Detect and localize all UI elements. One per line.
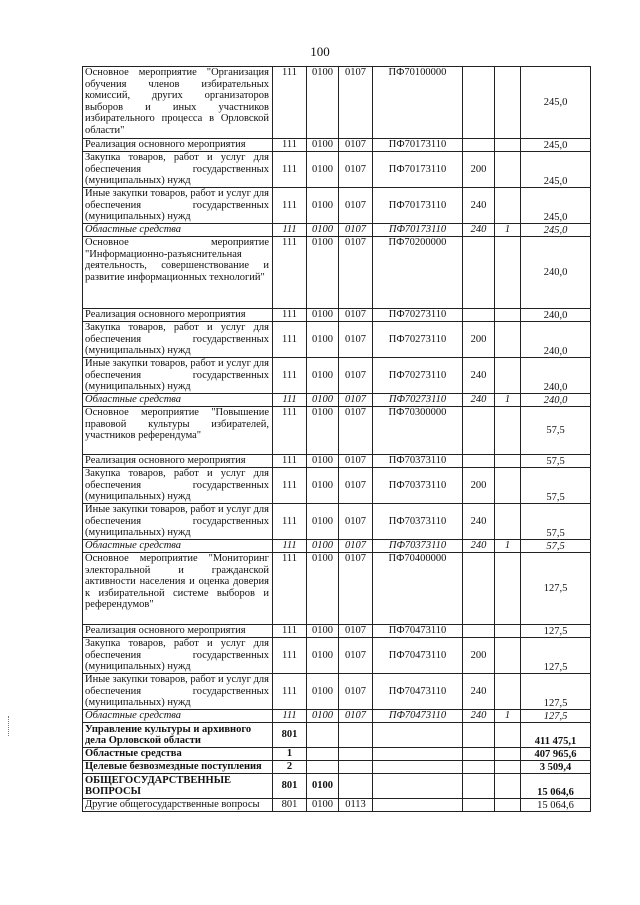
cell-amount: 57,5 (521, 504, 591, 540)
cell-target-article: ПФ70273110 (373, 358, 463, 394)
cell-source (495, 309, 521, 322)
cell-target-article (373, 761, 463, 774)
cell-source (495, 723, 521, 748)
cell-source (495, 188, 521, 224)
cell-section: 0100 (307, 540, 339, 553)
cell-subsection: 0107 (339, 139, 373, 152)
cell-expense-type (463, 761, 495, 774)
cell-source (495, 748, 521, 761)
cell-subsection: 0107 (339, 309, 373, 322)
cell-subsection: 0107 (339, 322, 373, 358)
cell-section: 0100 (307, 710, 339, 723)
cell-source (495, 407, 521, 455)
cell-target-article: ПФ70400000 (373, 553, 463, 625)
cell-expense-type (463, 67, 495, 139)
cell-admin-code: 111 (273, 237, 307, 309)
cell-target-article: ПФ70100000 (373, 67, 463, 139)
cell-source (495, 139, 521, 152)
cell-amount: 411 475,1 (521, 723, 591, 748)
cell-section: 0100 (307, 188, 339, 224)
cell-target-article (373, 799, 463, 812)
cell-subsection: 0107 (339, 455, 373, 468)
cell-subsection: 0107 (339, 237, 373, 309)
cell-subsection (339, 723, 373, 748)
cell-amount: 57,5 (521, 455, 591, 468)
cell-section: 0100 (307, 358, 339, 394)
cell-description: Основное мероприятие "Мониторинг электоральной и гражданской активности населения и оценка доверия к избирательной системе выборов и референдумов" (83, 553, 273, 625)
cell-description: Другие общегосударственные вопросы (83, 799, 273, 812)
cell-amount: 245,0 (521, 152, 591, 188)
cell-admin-code: 111 (273, 710, 307, 723)
cell-amount: 15 064,6 (521, 799, 591, 812)
cell-amount: 127,5 (521, 638, 591, 674)
table-row (83, 309, 591, 322)
cell-description: Закупка товаров, работ и услуг для обеспечения государственных (муниципальных) нужд (83, 152, 273, 188)
table-row (83, 455, 591, 468)
cell-amount: 127,5 (521, 553, 591, 625)
cell-source (495, 799, 521, 812)
cell-target-article: ПФ70173110 (373, 139, 463, 152)
cell-expense-type (463, 139, 495, 152)
cell-admin-code: 111 (273, 407, 307, 455)
cell-description: Областные средства (83, 710, 273, 723)
cell-section: 0100 (307, 139, 339, 152)
cell-target-article: ПФ70473110 (373, 625, 463, 638)
table-row (83, 723, 591, 748)
cell-admin-code: 111 (273, 358, 307, 394)
cell-amount: 240,0 (521, 237, 591, 309)
cell-section: 0100 (307, 504, 339, 540)
cell-description: Областные средства (83, 540, 273, 553)
cell-section: 0100 (307, 553, 339, 625)
cell-description: Закупка товаров, работ и услуг для обеспечения государственных (муниципальных) нужд (83, 322, 273, 358)
cell-expense-type (463, 407, 495, 455)
cell-expense-type: 200 (463, 638, 495, 674)
cell-description: Иные закупки товаров, работ и услуг для обеспечения государственных (муниципальных) нужд (83, 188, 273, 224)
cell-amount: 127,5 (521, 625, 591, 638)
table-row (83, 504, 591, 540)
table-row (83, 358, 591, 394)
cell-admin-code: 111 (273, 188, 307, 224)
cell-expense-type: 240 (463, 394, 495, 407)
cell-source: 1 (495, 710, 521, 723)
cell-expense-type: 240 (463, 224, 495, 237)
cell-source (495, 67, 521, 139)
table-row (83, 553, 591, 625)
cell-source (495, 152, 521, 188)
cell-admin-code: 111 (273, 553, 307, 625)
cell-source (495, 761, 521, 774)
cell-amount: 127,5 (521, 710, 591, 723)
cell-target-article: ПФ70473110 (373, 638, 463, 674)
table-row (83, 407, 591, 455)
cell-section: 0100 (307, 237, 339, 309)
cell-subsection: 0113 (339, 799, 373, 812)
cell-subsection: 0107 (339, 394, 373, 407)
cell-admin-code: 111 (273, 309, 307, 322)
cell-source (495, 674, 521, 710)
table-row (83, 394, 591, 407)
cell-description: Реализация основного мероприятия (83, 455, 273, 468)
cell-section (307, 761, 339, 774)
cell-target-article (373, 774, 463, 799)
cell-section: 0100 (307, 152, 339, 188)
cell-source (495, 553, 521, 625)
cell-source (495, 468, 521, 504)
cell-target-article: ПФ70273110 (373, 309, 463, 322)
cell-source (495, 625, 521, 638)
cell-admin-code: 111 (273, 504, 307, 540)
cell-expense-type: 200 (463, 152, 495, 188)
cell-subsection: 0107 (339, 67, 373, 139)
table-row (83, 188, 591, 224)
table-row (83, 139, 591, 152)
cell-description: Целевые безвозмездные поступления (83, 761, 273, 774)
cell-expense-type: 240 (463, 674, 495, 710)
table-row (83, 224, 591, 237)
table-row (83, 67, 591, 139)
cell-amount: 245,0 (521, 67, 591, 139)
cell-description: Закупка товаров, работ и услуг для обеспечения государственных (муниципальных) нужд (83, 468, 273, 504)
margin-mark (8, 716, 10, 736)
cell-target-article: ПФ70373110 (373, 540, 463, 553)
cell-source: 1 (495, 540, 521, 553)
cell-amount: 3 509,4 (521, 761, 591, 774)
cell-admin-code: 111 (273, 674, 307, 710)
cell-admin-code: 111 (273, 638, 307, 674)
cell-amount: 245,0 (521, 188, 591, 224)
cell-expense-type: 200 (463, 322, 495, 358)
cell-target-article: ПФ70173110 (373, 188, 463, 224)
cell-admin-code: 111 (273, 67, 307, 139)
table-row (83, 625, 591, 638)
cell-description: Реализация основного мероприятия (83, 309, 273, 322)
cell-description: ОБЩЕГОСУДАРСТВЕННЫЕ ВОПРОСЫ (83, 774, 273, 799)
cell-subsection: 0107 (339, 553, 373, 625)
cell-amount: 245,0 (521, 139, 591, 152)
cell-source (495, 322, 521, 358)
cell-admin-code: 111 (273, 322, 307, 358)
cell-description: Иные закупки товаров, работ и услуг для обеспечения государственных (муниципальных) нужд (83, 674, 273, 710)
table-row (83, 237, 591, 309)
cell-description: Реализация основного мероприятия (83, 625, 273, 638)
cell-source: 1 (495, 224, 521, 237)
cell-subsection: 0107 (339, 407, 373, 455)
budget-table (82, 66, 591, 812)
table-row (83, 774, 591, 799)
cell-admin-code: 111 (273, 224, 307, 237)
cell-admin-code: 801 (273, 774, 307, 799)
cell-admin-code: 801 (273, 723, 307, 748)
cell-section: 0100 (307, 224, 339, 237)
cell-source: 1 (495, 394, 521, 407)
cell-expense-type (463, 237, 495, 309)
table-row (83, 540, 591, 553)
cell-target-article: ПФ70373110 (373, 468, 463, 504)
table-row (83, 710, 591, 723)
cell-section (307, 723, 339, 748)
cell-description: Реализация основного мероприятия (83, 139, 273, 152)
cell-subsection (339, 761, 373, 774)
cell-source (495, 358, 521, 394)
cell-expense-type: 240 (463, 358, 495, 394)
cell-source (495, 455, 521, 468)
cell-section: 0100 (307, 468, 339, 504)
cell-description: Основное мероприятие "Организация обучения членов избирательных комиссий, других организаторов выборов и иных участников избирательного процесса в Орловской области" (83, 67, 273, 139)
cell-description: Управление культуры и архивного дела Орловской области (83, 723, 273, 748)
cell-subsection: 0107 (339, 152, 373, 188)
cell-amount: 127,5 (521, 674, 591, 710)
cell-section: 0100 (307, 674, 339, 710)
cell-expense-type: 240 (463, 504, 495, 540)
cell-expense-type: 200 (463, 468, 495, 504)
cell-description: Иные закупки товаров, работ и услуг для обеспечения государственных (муниципальных) нужд (83, 504, 273, 540)
cell-expense-type: 240 (463, 710, 495, 723)
cell-expense-type: 240 (463, 540, 495, 553)
cell-target-article: ПФ70373110 (373, 504, 463, 540)
cell-description: Закупка товаров, работ и услуг для обеспечения государственных (муниципальных) нужд (83, 638, 273, 674)
cell-subsection: 0107 (339, 468, 373, 504)
table-row (83, 799, 591, 812)
cell-admin-code: 111 (273, 394, 307, 407)
cell-admin-code: 111 (273, 540, 307, 553)
cell-source (495, 638, 521, 674)
cell-source (495, 237, 521, 309)
cell-subsection: 0107 (339, 674, 373, 710)
cell-amount: 245,0 (521, 224, 591, 237)
cell-section: 0100 (307, 407, 339, 455)
cell-section: 0100 (307, 455, 339, 468)
cell-amount: 407 965,6 (521, 748, 591, 761)
cell-subsection: 0107 (339, 224, 373, 237)
cell-source (495, 774, 521, 799)
cell-description: Областные средства (83, 394, 273, 407)
cell-target-article: ПФ70173110 (373, 224, 463, 237)
cell-admin-code: 801 (273, 799, 307, 812)
cell-amount: 57,5 (521, 540, 591, 553)
cell-target-article: ПФ70300000 (373, 407, 463, 455)
cell-section (307, 748, 339, 761)
cell-expense-type (463, 774, 495, 799)
cell-description: Областные средства (83, 748, 273, 761)
cell-amount: 240,0 (521, 358, 591, 394)
cell-target-article: ПФ70173110 (373, 152, 463, 188)
cell-section: 0100 (307, 638, 339, 674)
cell-target-article: ПФ70473110 (373, 674, 463, 710)
cell-target-article: ПФ70373110 (373, 455, 463, 468)
table-row (83, 761, 591, 774)
cell-admin-code: 111 (273, 625, 307, 638)
cell-expense-type (463, 553, 495, 625)
cell-amount: 240,0 (521, 309, 591, 322)
cell-subsection: 0107 (339, 188, 373, 224)
cell-expense-type (463, 748, 495, 761)
table-row (83, 152, 591, 188)
table-row (83, 468, 591, 504)
cell-subsection: 0107 (339, 638, 373, 674)
cell-admin-code: 111 (273, 152, 307, 188)
cell-amount: 57,5 (521, 407, 591, 455)
cell-expense-type (463, 625, 495, 638)
cell-description: Основное мероприятие "Информационно-разъяснительная деятельность, совершенствование и развитие информационных технологий" (83, 237, 273, 309)
cell-subsection: 0107 (339, 504, 373, 540)
cell-admin-code: 1 (273, 748, 307, 761)
cell-target-article (373, 748, 463, 761)
cell-source (495, 504, 521, 540)
cell-subsection (339, 748, 373, 761)
cell-amount: 240,0 (521, 322, 591, 358)
table-row (83, 322, 591, 358)
cell-admin-code: 111 (273, 455, 307, 468)
cell-admin-code: 111 (273, 139, 307, 152)
cell-expense-type: 240 (463, 188, 495, 224)
cell-target-article: ПФ70273110 (373, 322, 463, 358)
cell-section: 0100 (307, 309, 339, 322)
cell-section: 0100 (307, 322, 339, 358)
cell-admin-code: 111 (273, 468, 307, 504)
cell-expense-type (463, 723, 495, 748)
cell-subsection: 0107 (339, 358, 373, 394)
cell-amount: 240,0 (521, 394, 591, 407)
cell-section: 0100 (307, 625, 339, 638)
cell-target-article: ПФ70200000 (373, 237, 463, 309)
cell-expense-type (463, 455, 495, 468)
cell-expense-type (463, 799, 495, 812)
cell-target-article: ПФ70273110 (373, 394, 463, 407)
cell-amount: 57,5 (521, 468, 591, 504)
cell-section: 0100 (307, 774, 339, 799)
cell-description: Областные средства (83, 224, 273, 237)
table-body (83, 67, 591, 812)
table-row (83, 748, 591, 761)
cell-subsection (339, 774, 373, 799)
table-row (83, 638, 591, 674)
cell-target-article: ПФ70473110 (373, 710, 463, 723)
table-row (83, 674, 591, 710)
cell-description: Основное мероприятие "Повышение правовой культуры избирателей, участников референдума" (83, 407, 273, 455)
cell-target-article (373, 723, 463, 748)
cell-admin-code: 2 (273, 761, 307, 774)
cell-description: Иные закупки товаров, работ и услуг для обеспечения государственных (муниципальных) нужд (83, 358, 273, 394)
cell-subsection: 0107 (339, 540, 373, 553)
cell-expense-type (463, 309, 495, 322)
cell-section: 0100 (307, 799, 339, 812)
cell-section: 0100 (307, 67, 339, 139)
cell-section: 0100 (307, 394, 339, 407)
page-number: 100 (310, 44, 330, 59)
cell-subsection: 0107 (339, 625, 373, 638)
cell-subsection: 0107 (339, 710, 373, 723)
cell-amount: 15 064,6 (521, 774, 591, 799)
